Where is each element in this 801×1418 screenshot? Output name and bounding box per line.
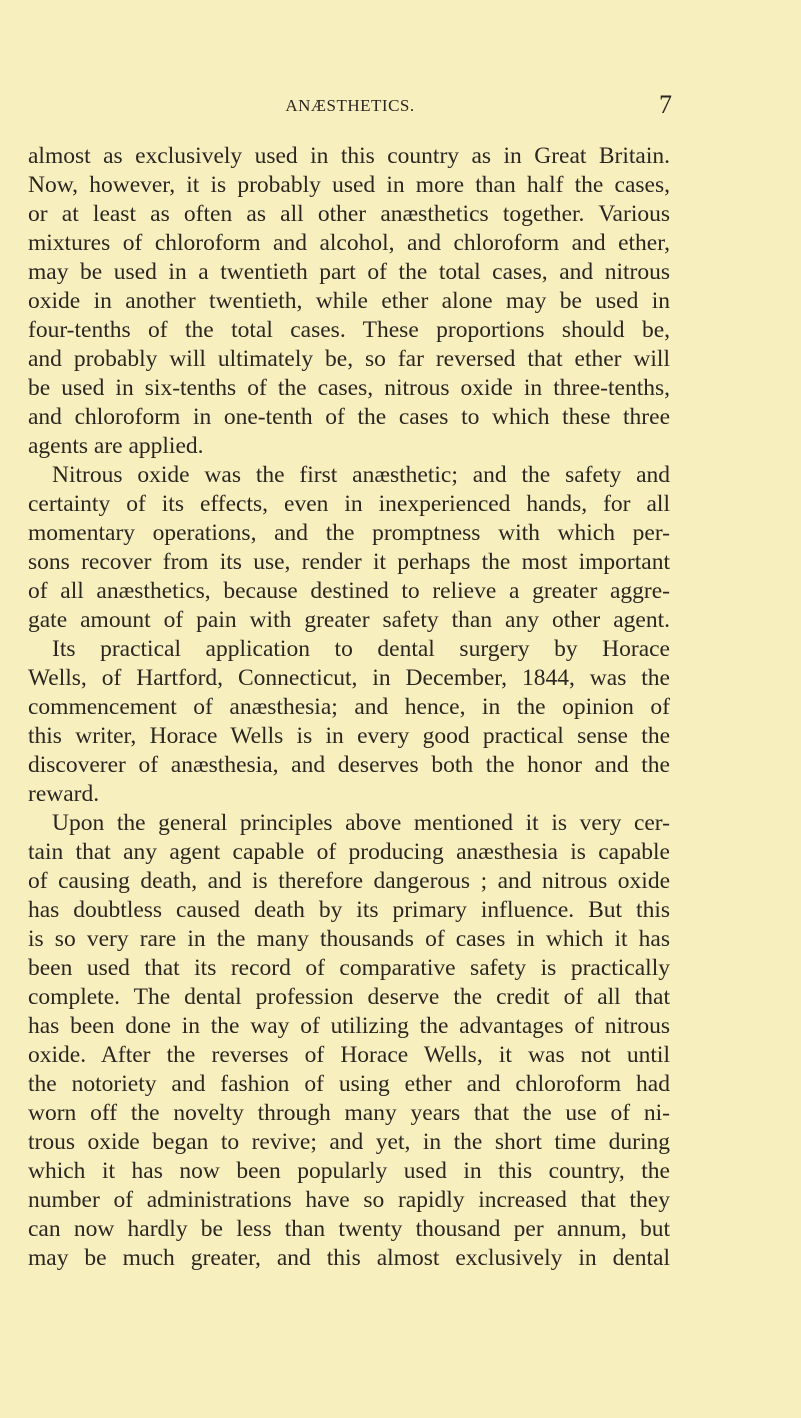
text-line: Upon the general principles above mentioned it is very cer-: [52, 810, 670, 836]
text-line: Now, however, it is probably used in more than half the cases,: [28, 172, 670, 198]
text-line: been used that its record of comparative safety is practically: [28, 955, 670, 981]
text-line: oxide. After the reverses of Horace Wells, it was not until: [28, 1042, 670, 1068]
text-line: be used in six-tenths of the cases, nitrous oxide in three-tenths,: [28, 375, 670, 401]
text-line: the notoriety and fashion of using ether and chloroform had: [28, 1071, 670, 1097]
text-line: mixtures of chloroform and alcohol, and chloroform and ether,: [28, 230, 670, 256]
text-line: has doubtless caused death by its primary influence. But this: [28, 897, 670, 923]
body-text: [28, 142, 670, 1273]
text-line: worn off the novelty through many years that the use of ni-: [28, 1100, 670, 1126]
text-line: agents are applied.: [28, 433, 204, 459]
text-line: is so very rare in the many thousands of cases in which it has: [28, 926, 670, 952]
text-line: complete. The dental profession deserve the credit of all that: [28, 984, 670, 1010]
text-line: trous oxide began to revive; and yet, in the short time during: [28, 1129, 670, 1155]
text-line: of causing death, and is therefore dangerous ; and nitrous oxide: [28, 868, 670, 894]
text-line: may be much greater, and this almost exclusively in dental: [28, 1245, 670, 1271]
text-line: which it has now been popularly used in this country, the: [28, 1158, 670, 1184]
text-line: and chloroform in one-tenth of the cases to which these three: [28, 404, 670, 430]
text-line: momentary operations, and the promptness with which per-: [28, 520, 670, 546]
text-line: reward.: [28, 781, 100, 807]
text-line: commencement of anæsthesia; and hence, in the opinion of: [28, 694, 670, 720]
text-line: oxide in another twentieth, while ether alone may be used in: [28, 288, 670, 314]
text-line: discoverer of anæsthesia, and deserves both the honor and the: [28, 752, 670, 778]
text-line: of all anæsthetics, because destined to relieve a greater aggre-: [28, 578, 670, 604]
text-line: and probably will ultimately be, so far reversed that ether will: [28, 346, 670, 372]
text-line: may be used in a twentieth part of the total cases, and nitrous: [28, 259, 670, 285]
text-line: or at least as often as all other anæsthetics together. Various: [28, 201, 670, 227]
text-line: number of administrations have so rapidly increased that they: [28, 1187, 670, 1213]
text-line: certainty of its effects, even in inexperienced hands, for all: [28, 491, 670, 517]
text-line: Its practical application to dental surgery by Horace: [52, 636, 670, 662]
running-title: ANÆSTHETICS.: [285, 96, 415, 115]
text-line: gate amount of pain with greater safety than any other agent.: [28, 607, 670, 633]
page-number: 7: [659, 90, 672, 119]
page-header: [28, 90, 672, 120]
text-line: Nitrous oxide was the first anæsthetic; and the safety and: [52, 462, 670, 488]
text-line: four-tenths of the total cases. These proportions should be,: [28, 317, 670, 343]
text-line: can now hardly be less than twenty thousand per annum, but: [28, 1216, 670, 1242]
text-line: sons recover from its use, render it perhaps the most important: [28, 549, 670, 575]
text-line: Wells, of Hartford, Connecticut, in December, 1844, was the: [28, 665, 670, 691]
text-line: almost as exclusively used in this country as in Great Britain.: [28, 143, 670, 169]
text-line: tain that any agent capable of producing anæsthesia is capable: [28, 839, 670, 865]
text-line: has been done in the way of utilizing the advantages of nitrous: [28, 1013, 670, 1039]
text-line: this writer, Horace Wells is in every good practical sense the: [28, 723, 670, 749]
